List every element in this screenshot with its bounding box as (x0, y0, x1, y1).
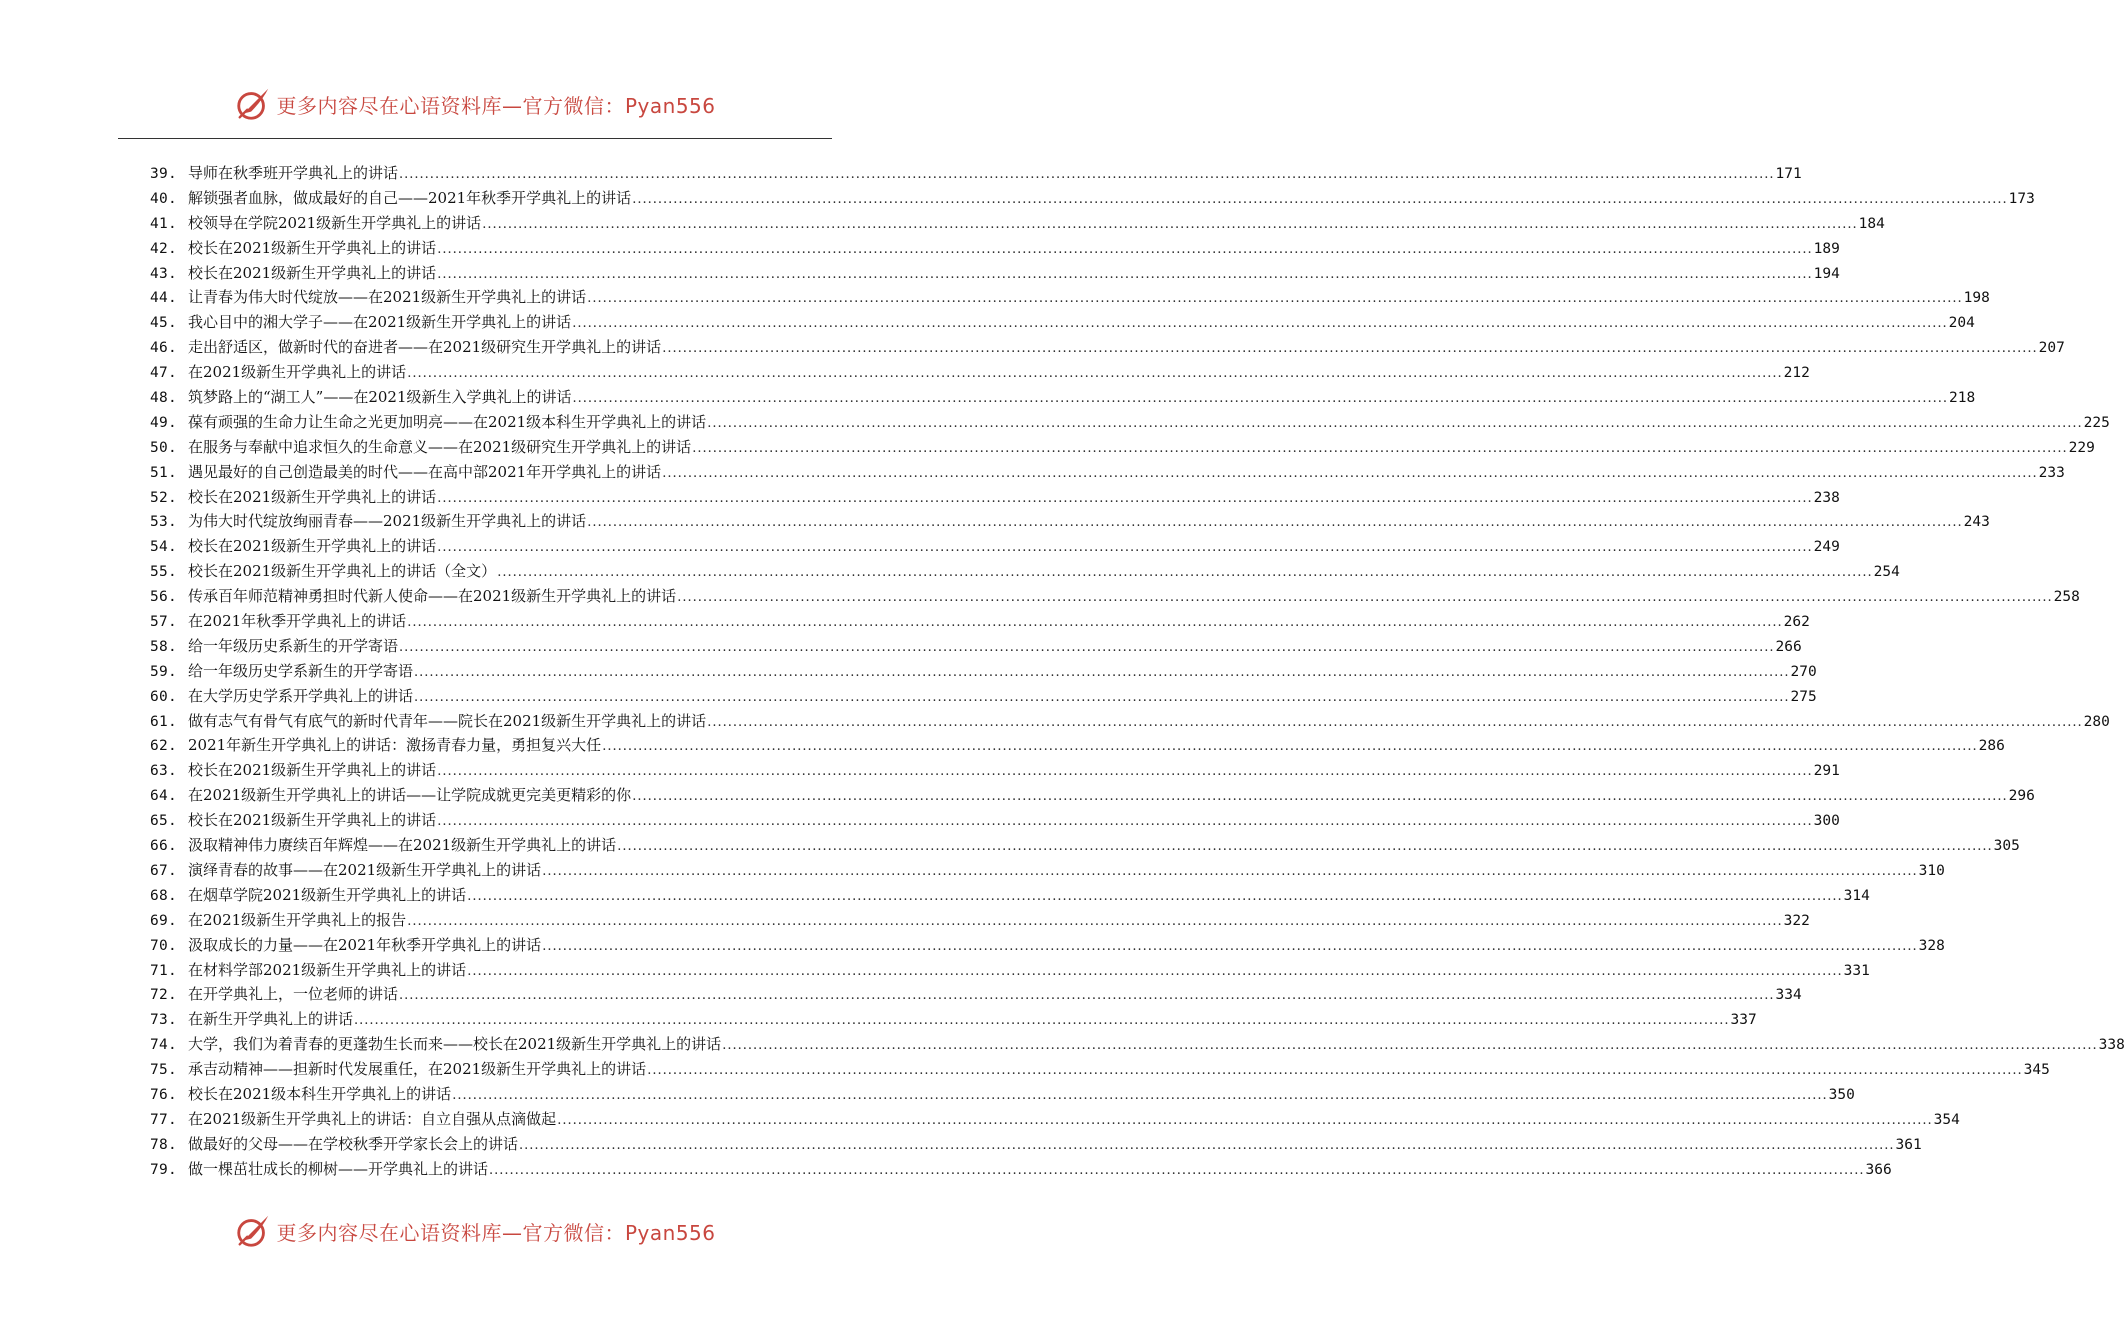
toc-entry-page: 354 (1933, 1111, 1960, 1128)
toc-leader-dots (399, 163, 1774, 188)
toc-entry-number: 73. (150, 1012, 178, 1029)
toc-entry-number: 42. (150, 240, 178, 257)
toc-leader-dots (519, 1134, 1894, 1159)
toc-entry-number: 70. (150, 937, 178, 954)
toc-entry-number: 75. (150, 1062, 178, 1079)
toc-entry[interactable] (150, 1082, 1855, 1107)
toc-leader-dots (632, 188, 2007, 213)
toc-entry-title: 在2021级新生开学典礼上的讲话 (188, 363, 407, 382)
toc-entry-page: 310 (1918, 862, 1945, 879)
toc-leader-dots (542, 935, 1917, 960)
toc-leader-dots (587, 511, 1962, 536)
toc-entry-page: 322 (1783, 912, 1810, 929)
toc-entry-page: 238 (1813, 489, 1840, 506)
toc-entry-number: 45. (150, 315, 178, 332)
toc-entry-title: 2021年新生开学典礼上的讲话：激扬青春力量，勇担复兴大任 (188, 736, 602, 755)
toc-entry-page: 314 (1843, 887, 1870, 904)
footer-banner (0, 1211, 950, 1251)
toc-entry[interactable] (150, 709, 2110, 734)
toc-leader-dots (662, 462, 2037, 487)
toc-entry-page: 249 (1813, 539, 1840, 556)
toc-entry[interactable] (150, 236, 1840, 261)
toc-entry[interactable] (150, 982, 1802, 1007)
toc-entry[interactable] (150, 460, 2065, 485)
toc-leader-dots (662, 337, 2037, 362)
toc-entry[interactable] (150, 908, 1810, 933)
toc-leader-dots (452, 1084, 1827, 1109)
quill-logo-icon (234, 85, 272, 123)
toc-entry[interactable] (150, 1132, 1922, 1157)
toc-leader-dots (707, 711, 2082, 736)
toc-entry-number: 63. (150, 763, 178, 780)
toc-entry-title: 校长在2021级新生开学典礼上的讲话 (188, 238, 437, 257)
toc-entry-number: 41. (150, 215, 178, 232)
footer-banner-text: 更多内容尽在心语资料库—官方微信：Pyan556 (276, 1220, 716, 1245)
toc-entry[interactable] (150, 1157, 1892, 1182)
toc-entry[interactable] (150, 758, 1840, 783)
toc-entry-number: 76. (150, 1086, 178, 1103)
toc-entry-page: 266 (1775, 638, 1802, 655)
toc-entry-number: 61. (150, 713, 178, 730)
toc-leader-dots (722, 1034, 2097, 1059)
toc-entry-number: 40. (150, 190, 178, 207)
toc-entry-page: 243 (1963, 514, 1990, 531)
toc-entry-number: 56. (150, 589, 178, 606)
toc-entry-number: 74. (150, 1037, 178, 1054)
toc-entry-title: 我心目中的湘大学子——在2021级新生开学典礼上的讲话 (188, 313, 572, 332)
toc-entry-title: 汲取精神伟力赓续百年辉煌——在2021级新生开学典礼上的讲话 (188, 836, 617, 855)
toc-entry-number: 67. (150, 862, 178, 879)
toc-entry-page: 334 (1775, 987, 1802, 1004)
toc-entry-title: 校长在2021级新生开学典礼上的讲话 (188, 811, 437, 830)
toc-entry-title: 让青春为伟大时代绽放——在2021级新生开学典礼上的讲话 (188, 288, 587, 307)
toc-entry[interactable] (150, 684, 1817, 709)
toc-entry-title: 筑梦路上的“湖工人”——在2021级新生入学典礼上的讲话 (188, 388, 572, 407)
toc-entry[interactable] (150, 435, 2095, 460)
toc-leader-dots (587, 287, 1962, 312)
toc-entry[interactable] (150, 161, 1802, 186)
header-divider (118, 138, 832, 139)
toc-entry-title: 做有志气有骨气有底气的新时代青年——院长在2021级新生开学典礼上的讲话 (188, 711, 707, 730)
toc-entry-number: 71. (150, 962, 178, 979)
toc-leader-dots (414, 686, 1789, 711)
toc-entry-number: 66. (150, 838, 178, 855)
toc-entry[interactable] (150, 858, 1945, 883)
toc-entry-title: 汲取成长的力量——在2021年秋季开学典礼上的讲话 (188, 935, 542, 954)
toc-entry[interactable] (150, 659, 1817, 684)
toc-entry-title: 演绎青春的故事——在2021级新生开学典礼上的讲话 (188, 860, 542, 879)
toc-entry-title: 遇见最好的自己创造最美的时代——在高中部2021年开学典礼上的讲话 (188, 462, 662, 481)
toc-leader-dots (542, 860, 1917, 885)
toc-entry-title: 传承百年师范精神勇担时代新人使命——在2021级新生开学典礼上的讲话 (188, 587, 677, 606)
toc-entry-title: 大学，我们为着青春的更蓬勃生长而来——校长在2021级新生开学典礼上的讲话 (188, 1035, 722, 1054)
toc-entry-title: 做一棵茁壮成长的柳树——开学典礼上的讲话 (188, 1159, 489, 1178)
toc-entry-page: 291 (1813, 763, 1840, 780)
toc-entry-title: 在2021级新生开学典礼上的讲话——让学院成就更完美更精彩的你 (188, 786, 632, 805)
toc-leader-dots (489, 1159, 1864, 1184)
toc-entry-page: 212 (1783, 365, 1810, 382)
toc-entry-page: 275 (1790, 688, 1817, 705)
toc-entry-page: 262 (1783, 614, 1810, 631)
header-banner-text: 更多内容尽在心语资料库—官方微信：Pyan556 (276, 93, 716, 118)
toc-entry-number: 39. (150, 166, 178, 182)
toc-entry-page: 366 (1865, 1161, 1892, 1178)
toc-entry-page: 184 (1858, 215, 1885, 232)
toc-leader-dots (467, 960, 1842, 985)
toc-entry-title: 在2021级新生开学典礼上的讲话：自立自强从点滴做起 (188, 1109, 557, 1128)
toc-entry-number: 48. (150, 390, 178, 407)
toc-entry[interactable] (150, 211, 1885, 236)
toc-leader-dots (437, 238, 1812, 263)
toc-entry-title: 葆有顽强的生命力让生命之光更加明亮——在2021级本科生开学典礼上的讲话 (188, 412, 707, 431)
toc-entry[interactable] (150, 808, 1840, 833)
toc-entry-number: 53. (150, 514, 178, 531)
toc-entry-page: 300 (1813, 813, 1840, 830)
toc-entry[interactable] (150, 310, 1975, 335)
toc-leader-dots (399, 636, 1774, 661)
toc-entry-number: 78. (150, 1136, 178, 1153)
toc-entry[interactable] (150, 261, 1840, 286)
toc-entry[interactable] (150, 958, 1870, 983)
toc-leader-dots (407, 611, 1782, 636)
header-wechat-id: Pyan556 (624, 93, 716, 118)
toc-entry[interactable] (150, 410, 2110, 435)
toc-leader-dots (572, 312, 1947, 337)
toc-entry[interactable] (150, 833, 2020, 858)
toc-entry-number: 59. (150, 663, 178, 680)
toc-leader-dots (632, 785, 2007, 810)
toc-entry-title: 解锁强者血脉，做成最好的自己——2021年秋季开学典礼上的讲话 (188, 188, 632, 207)
toc-leader-dots (707, 412, 2082, 437)
toc-leader-dots (437, 536, 1812, 561)
toc-entry-page: 345 (2023, 1062, 2050, 1079)
toc-entry[interactable] (150, 509, 1990, 534)
toc-entry[interactable] (150, 335, 2065, 360)
toc-leader-dots (437, 760, 1812, 785)
footer-wechat-id: Pyan556 (624, 1220, 716, 1245)
toc-entry[interactable] (150, 783, 2035, 808)
toc-entry[interactable] (150, 534, 1840, 559)
toc-leader-dots (437, 487, 1812, 512)
toc-entry-title: 在新生开学典礼上的讲话 (188, 1010, 354, 1029)
toc-entry-page: 204 (1948, 315, 1975, 332)
toc-entry-title: 校长在2021级新生开学典礼上的讲话 (188, 487, 437, 506)
toc-entry-page: 270 (1790, 663, 1817, 680)
toc-entry-number: 62. (150, 738, 178, 755)
toc-entry-number: 52. (150, 489, 178, 506)
toc-entry[interactable] (150, 584, 2080, 609)
toc-entry-number: 72. (150, 987, 178, 1004)
toc-entry-page: 296 (2008, 788, 2035, 805)
toc-entry[interactable] (150, 1107, 1960, 1132)
toc-entry[interactable] (150, 186, 2035, 211)
toc-entry-page: 350 (1828, 1086, 1855, 1103)
quill-logo-icon (234, 1212, 272, 1250)
toc-entry-title: 校长在2021级本科生开学典礼上的讲话 (188, 1084, 452, 1103)
toc-entry-title: 给一年级历史学系新生的开学寄语 (188, 661, 414, 680)
toc-leader-dots (557, 1109, 1932, 1134)
toc-entry-title: 在服务与奉献中追求恒久的生命意义——在2021级研究生开学典礼上的讲话 (188, 437, 692, 456)
toc-entry-title: 导师在秋季班开学典礼上的讲话 (188, 164, 399, 182)
toc-leader-dots (647, 1059, 2022, 1084)
toc-entry-page: 194 (1813, 265, 1840, 282)
toc-entry-page: 189 (1813, 240, 1840, 257)
toc-entry-title: 在2021年秋季开学典礼上的讲话 (188, 612, 407, 631)
toc-entry[interactable] (150, 933, 1945, 958)
toc-entry-page: 361 (1895, 1136, 1922, 1153)
toc-entry-page: 225 (2083, 414, 2110, 431)
toc-entry-title: 校长在2021级新生开学典礼上的讲话 (188, 263, 437, 282)
toc-entry-page: 305 (1993, 838, 2020, 855)
toc-entry-title: 校长在2021级新生开学典礼上的讲话 (188, 761, 437, 780)
toc-entry-number: 77. (150, 1111, 178, 1128)
toc-entry-number: 51. (150, 464, 178, 481)
toc-entry-number: 43. (150, 265, 178, 282)
toc-entry-page: 233 (2038, 464, 2065, 481)
toc-leader-dots (437, 810, 1812, 835)
toc-entry[interactable] (150, 1007, 1757, 1032)
toc-leader-dots (482, 213, 1857, 238)
toc-entry-number: 57. (150, 614, 178, 631)
toc-leader-dots (692, 437, 2067, 462)
toc-entry-title: 校长在2021级新生开学典礼上的讲话 (188, 537, 437, 556)
toc-entry-page: 258 (2053, 589, 2080, 606)
toc-leader-dots (437, 263, 1812, 288)
toc-entry-title: 校领导在学院2021级新生开学典礼上的讲话 (188, 213, 482, 232)
toc-entry-page: 198 (1963, 290, 1990, 307)
toc-entry-title: 在2021级新生开学典礼上的报告 (188, 910, 407, 929)
toc-entry[interactable] (150, 285, 1990, 310)
toc-entry[interactable] (150, 634, 1802, 659)
toc-entry[interactable] (150, 485, 1840, 510)
toc-leader-dots (399, 984, 1774, 1009)
toc-entry-title: 做最好的父母——在学校秋季开学家长会上的讲话 (188, 1134, 519, 1153)
toc-leader-dots (677, 586, 2052, 611)
toc-entry-page: 331 (1843, 962, 1870, 979)
toc-entry-number: 69. (150, 912, 178, 929)
toc-entry[interactable] (150, 559, 1900, 584)
toc-entry[interactable] (150, 733, 2005, 758)
toc-leader-dots (407, 910, 1782, 935)
toc-entry-number: 47. (150, 365, 178, 382)
toc-entry-number: 68. (150, 887, 178, 904)
toc-entry-title: 在大学历史学系开学典礼上的讲话 (188, 686, 414, 705)
toc-entry-title: 在开学典礼上，一位老师的讲话 (188, 985, 399, 1004)
toc-leader-dots (407, 362, 1782, 387)
toc-entry-page: 328 (1918, 937, 1945, 954)
toc-entry[interactable] (150, 883, 1870, 908)
toc-entry-page: 280 (2083, 713, 2110, 730)
toc-entry-number: 54. (150, 539, 178, 556)
toc-entry-title: 承吉动精神——担新时代发展重任，在2021级新生开学典礼上的讲话 (188, 1060, 647, 1079)
toc-entry-title: 给一年级历史系新生的开学寄语 (188, 636, 399, 655)
header-banner (0, 84, 950, 124)
toc-leader-dots (497, 561, 1872, 586)
toc-entry-page: 337 (1730, 1012, 1757, 1029)
toc-entry[interactable] (150, 360, 1810, 385)
toc-leader-dots (467, 885, 1842, 910)
toc-entry-number: 55. (150, 564, 178, 581)
toc-entry-number: 58. (150, 638, 178, 655)
toc-entry-page: 173 (2008, 190, 2035, 207)
toc-entry-number: 64. (150, 788, 178, 805)
toc-entry-number: 49. (150, 414, 178, 431)
toc-entry[interactable] (150, 1057, 2050, 1082)
toc-entry-page: 218 (1948, 390, 1976, 407)
toc-entry-number: 65. (150, 813, 178, 830)
toc-entry[interactable] (150, 1032, 2125, 1057)
toc-entry-page: 207 (2038, 340, 2065, 357)
toc-entry-number: 46. (150, 340, 178, 357)
toc-entry-page: 171 (1775, 166, 1802, 182)
toc-entry-number: 50. (150, 439, 178, 456)
toc-entry-page: 338 (2098, 1037, 2125, 1054)
toc-entry[interactable] (150, 385, 1976, 410)
toc-entry-title: 为伟大时代绽放绚丽青春——2021级新生开学典礼上的讲话 (188, 512, 587, 531)
toc-entry-number: 60. (150, 688, 178, 705)
toc-leader-dots (414, 661, 1789, 686)
toc-entry-title: 校长在2021级新生开学典礼上的讲话（全文） (188, 562, 497, 581)
toc-entry[interactable] (150, 609, 1810, 634)
toc-entry-page: 286 (1978, 738, 2005, 755)
toc-entry-title: 走出舒适区，做新时代的奋进者——在2021级研究生开学典礼上的讲话 (188, 338, 662, 357)
toc-leader-dots (602, 735, 1977, 760)
toc-entry-title: 在烟草学院2021级新生开学典礼上的讲话 (188, 885, 467, 904)
toc-entry-page: 229 (2068, 439, 2095, 456)
table-of-contents (150, 161, 2125, 1182)
toc-leader-dots (354, 1009, 1729, 1034)
toc-leader-dots (573, 387, 1948, 412)
toc-entry-number: 44. (150, 290, 178, 307)
toc-entry-page: 254 (1873, 564, 1900, 581)
toc-entry-title: 在材料学部2021级新生开学典礼上的讲话 (188, 960, 467, 979)
toc-entry-number: 79. (150, 1161, 178, 1178)
toc-leader-dots (617, 835, 1992, 860)
